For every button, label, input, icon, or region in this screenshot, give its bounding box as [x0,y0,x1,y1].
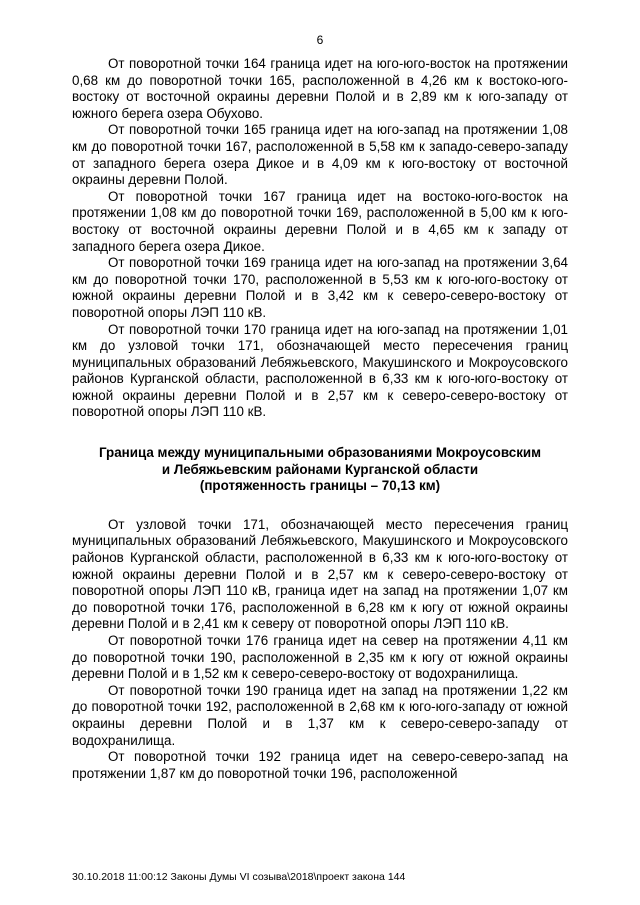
paragraph: От поворотной точки 190 граница идет на запад на протяжении 1,22 км до поворотной точки 192, расположенной в 2,68 км к юго-юго-западу от южной окраины деревни Полой и в 1,37 км к северо-северо-западу от водохранилища. [72,682,568,748]
page-number: 6 [316,33,324,47]
paragraph: От поворотной точки 170 граница идет на юго-запад на протяжении 1,01 км до узловой точки 171, обозначающей место пересечения границ муниципальных образований Лебяжьевского, Макушинского и Мокроусовского районов Курганской области, расположенной в 6,33 км к юго-юго-востоку от южной окраины деревни Полой и в 2,57 км к северо-северо-востоку от поворотной опоры ЛЭП 110 кВ. [72,321,568,420]
paragraph: От поворотной точки 169 граница идет на юго-запад на протяжении 3,64 км до поворотной точки 170, расположенной в 5,53 км к юго-юго-востоку от южной окраины деревни Полой и в 3,42 км к северо-северо-востоку от поворотной опоры ЛЭП 110 кВ. [72,255,568,320]
document-footer: 30.10.2018 11:00:12 Законы Думы VI созыва\2018\проект закона 144 [72,871,406,883]
section-heading-line: (протяженность границы – 70,13 км) [199,478,441,494]
document-body [72,56,568,782]
section-heading-line: и Лебяжьевским районами Курганской области [161,461,479,477]
paragraph: От узловой точки 171, обозначающей место пересечения границ муниципальных образований Лебяжьевского, Макушинского и Мокроусовского районов Курганской области, расположенной в 6,33 км к юго-юго-востоку от южной окраины деревни Полой и в 2,57 км к северо-северо-востоку от поворотной опоры ЛЭП 110 кВ, граница идет на запад на протяжении 1,07 км до поворотной точки 176, расположенной в 6,28 км к югу от южной окраины деревни Полой и в 2,41 км к северу от поворотной опоры ЛЭП 110 кВ. [72,516,568,632]
section-heading [72,445,568,495]
section-heading-line: Граница между муниципальными образованиями Мокроусовским [98,445,542,461]
paragraph: От поворотной точки 165 граница идет на юго-запад на протяжении 1,08 км до поворотной точки 167, расположенной в 5,58 км к западо-северо-западу от западного берега озера Дикое и в 4,09 км к юго-востоку от восточной окраины деревни Полой. [72,122,568,188]
paragraph: От поворотной точки 192 граница идет на северо-северо-запад на протяжении 1,87 км до поворотной точки 196, расположенной [72,749,568,781]
paragraph: От поворотной точки 176 граница идет на север на протяжении 4,11 км до поворотной точки 190, расположенной в 2,35 км к югу от южной окраины деревни Полой и в 1,52 км к северо-северо-востоку от водохранилища. [72,633,568,682]
paragraph: От поворотной точки 164 граница идет на юго-юго-восток на протяжении 0,68 км до поворотной точки 165, расположенной в 4,26 км к востоко-юго-востоку от восточной окраины деревни Полой и в 2,89 км к юго-западу от южного берега озера Обухово. [72,56,568,121]
paragraph: От поворотной точки 167 граница идет на востоко-юго-восток на протяжении 1,08 км до поворотной точки 169, расположенной в 5,00 км к юго-востоку от восточной окраины деревни Полой и в 4,65 км к западу от западного берега озера Дикое. [72,188,568,254]
